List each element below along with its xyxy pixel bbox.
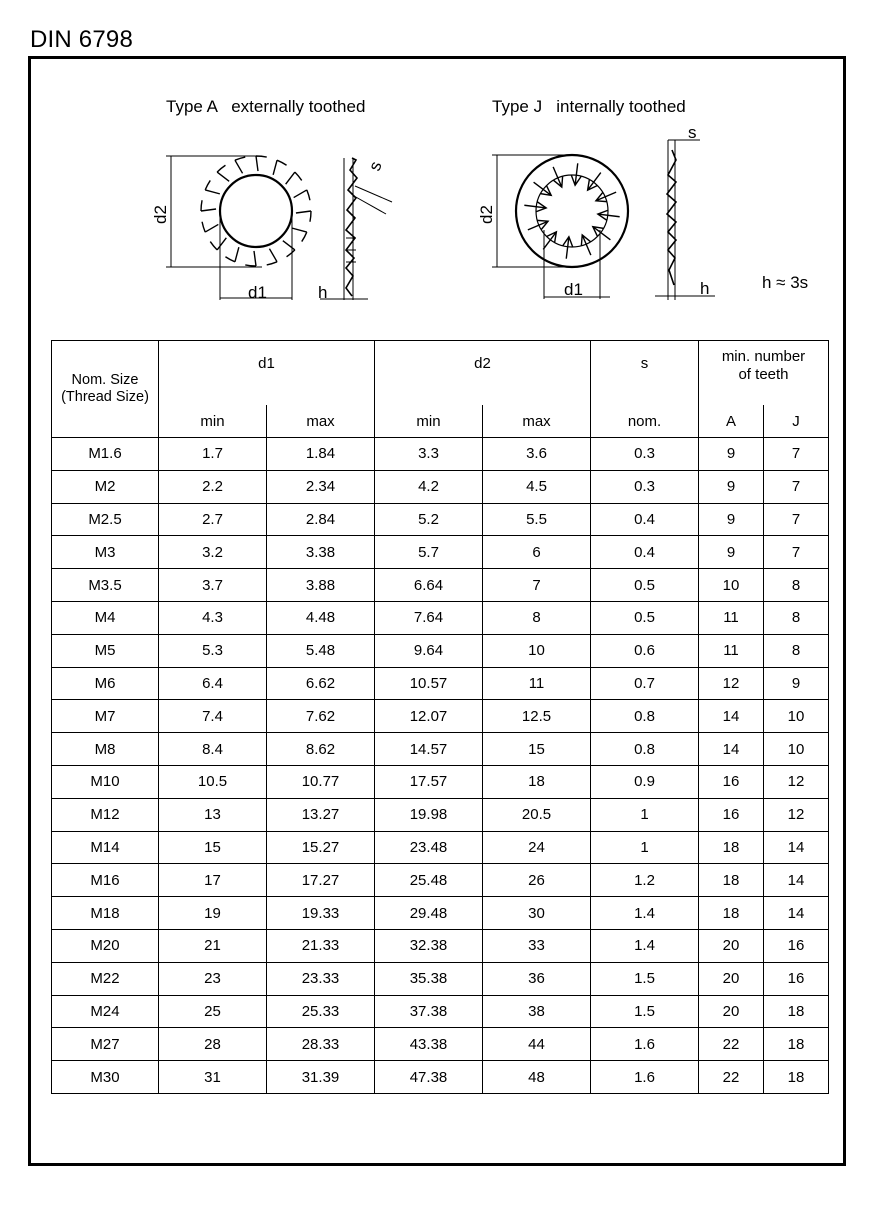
table-cell: 19.98 <box>375 798 483 831</box>
table-cell: 7.4 <box>159 700 267 733</box>
table-cell: 19.33 <box>267 897 375 930</box>
table-cell: 10.77 <box>267 765 375 798</box>
type-a-front-view <box>166 156 311 300</box>
type-j-h-label: h <box>700 279 710 298</box>
tooth-mark <box>563 237 573 259</box>
row-size-cell: M27 <box>52 1028 159 1061</box>
table-cell: 32.38 <box>375 929 483 962</box>
table-row <box>52 1061 829 1094</box>
table-cell: 13.27 <box>267 798 375 831</box>
header-d1-max: max <box>267 405 375 438</box>
row-size-cell: M1.6 <box>52 438 159 471</box>
table-cell: 18 <box>764 995 829 1028</box>
row-size-cell: M22 <box>52 962 159 995</box>
row-size-cell: M3 <box>52 536 159 569</box>
table-cell: 1.2 <box>591 864 699 897</box>
table-cell: 10.57 <box>375 667 483 700</box>
table-cell: 18 <box>699 864 764 897</box>
header-teeth-line2: of teeth <box>738 366 789 383</box>
h-s-relation: h ≈ 3s <box>762 273 809 292</box>
table-row <box>52 503 829 536</box>
row-size-cell: M4 <box>52 601 159 634</box>
table-cell: 25.48 <box>375 864 483 897</box>
table-cell: 11 <box>699 634 764 667</box>
table-cell: 8 <box>483 601 591 634</box>
tooth-mark <box>292 228 307 241</box>
table-cell: 25 <box>159 995 267 1028</box>
table-cell: 9 <box>764 667 829 700</box>
row-size-cell: M16 <box>52 864 159 897</box>
type-a-side-view <box>320 158 392 300</box>
table-cell: 20.5 <box>483 798 591 831</box>
tooth-mark <box>296 211 311 222</box>
table-cell: 0.8 <box>591 700 699 733</box>
table-cell: 5.2 <box>375 503 483 536</box>
table-cell: 6 <box>483 536 591 569</box>
header-teeth-j: J <box>764 405 829 438</box>
table-cell: 20 <box>699 995 764 1028</box>
table-row <box>52 601 829 634</box>
table-cell: 28 <box>159 1028 267 1061</box>
type-j-d2-label: d2 <box>477 205 496 224</box>
table-cell: 6.62 <box>267 667 375 700</box>
table-cell: 15.27 <box>267 831 375 864</box>
type-a-s-label: s <box>364 158 386 174</box>
table-cell: 17.57 <box>375 765 483 798</box>
table-cell: 8.62 <box>267 733 375 766</box>
table-cell: 15 <box>159 831 267 864</box>
table-cell: 4.2 <box>375 470 483 503</box>
table-row <box>52 929 829 962</box>
header-nom-size-line1: Nom. Size <box>71 372 139 388</box>
table-cell: 0.5 <box>591 601 699 634</box>
table-cell: 1.7 <box>159 438 267 471</box>
table-cell: 2.2 <box>159 470 267 503</box>
table-cell: 16 <box>699 798 764 831</box>
table-cell: 0.9 <box>591 765 699 798</box>
table-cell: 0.4 <box>591 536 699 569</box>
table-cell: 8.4 <box>159 733 267 766</box>
table-cell: 48 <box>483 1061 591 1094</box>
header-teeth-a: A <box>699 405 764 438</box>
tooth-mark <box>598 210 620 220</box>
table-cell: 30 <box>483 897 591 930</box>
header-d2-max: max <box>483 405 591 438</box>
type-a-label: Type A externally toothed <box>166 97 366 116</box>
header-d1: d1 <box>159 341 375 406</box>
table-cell: 38 <box>483 995 591 1028</box>
table-cell: 1.4 <box>591 929 699 962</box>
tooth-mark <box>210 238 226 250</box>
table-cell: 12 <box>764 765 829 798</box>
tooth-mark <box>283 241 295 257</box>
row-size-cell: M14 <box>52 831 159 864</box>
table-cell: 47.38 <box>375 1061 483 1094</box>
row-size-cell: M12 <box>52 798 159 831</box>
table-cell: 0.7 <box>591 667 699 700</box>
table-cell: 8 <box>764 634 829 667</box>
type-j-front-view <box>492 155 628 299</box>
table-cell: 5.3 <box>159 634 267 667</box>
table-row <box>52 569 829 602</box>
row-size-cell: M20 <box>52 929 159 962</box>
table-cell: 9.64 <box>375 634 483 667</box>
tooth-mark <box>294 190 310 200</box>
table-cell: 25.33 <box>267 995 375 1028</box>
table-cell: 9 <box>699 503 764 536</box>
table-cell: 1.6 <box>591 1028 699 1061</box>
table-cell: 14 <box>764 831 829 864</box>
document-title: DIN 6798 <box>30 26 133 53</box>
table-cell: 21 <box>159 929 267 962</box>
table-cell: 14 <box>764 864 829 897</box>
type-a-h-label: h <box>318 283 328 302</box>
table-cell: 12.5 <box>483 700 591 733</box>
table-cell: 10 <box>699 569 764 602</box>
table-cell: 23.33 <box>267 962 375 995</box>
header-teeth <box>699 341 829 406</box>
table-cell: 1.84 <box>267 438 375 471</box>
table-cell: 21.33 <box>267 929 375 962</box>
table-cell: 7 <box>764 470 829 503</box>
table-cell: 3.2 <box>159 536 267 569</box>
row-size-cell: M6 <box>52 667 159 700</box>
table-cell: 20 <box>699 962 764 995</box>
tooth-mark <box>202 222 218 232</box>
row-size-cell: M18 <box>52 897 159 930</box>
row-size-cell: M8 <box>52 733 159 766</box>
table-cell: 14 <box>699 700 764 733</box>
table-cell: 31 <box>159 1061 267 1094</box>
header-nom-size-line2: (Thread Size) <box>61 389 149 405</box>
table-cell: 23.48 <box>375 831 483 864</box>
tooth-mark <box>217 165 229 181</box>
table-cell: 2.84 <box>267 503 375 536</box>
table-cell: 11 <box>699 601 764 634</box>
table-row <box>52 798 829 831</box>
type-a-d1-label: d1 <box>248 283 267 302</box>
table-row <box>52 667 829 700</box>
table-row <box>52 733 829 766</box>
table-cell: 37.38 <box>375 995 483 1028</box>
table-cell: 5.5 <box>483 503 591 536</box>
table-cell: 9 <box>699 536 764 569</box>
table-row <box>52 765 829 798</box>
row-size-cell: M5 <box>52 634 159 667</box>
table-cell: 14 <box>764 897 829 930</box>
table-row <box>52 1028 829 1061</box>
dimension-table <box>51 340 829 1094</box>
tooth-mark <box>235 157 245 173</box>
table-cell: 3.88 <box>267 569 375 602</box>
table-cell: 26 <box>483 864 591 897</box>
table-cell: 0.3 <box>591 470 699 503</box>
table-cell: 7 <box>483 569 591 602</box>
tooth-mark <box>286 172 302 184</box>
table-cell: 14 <box>699 733 764 766</box>
table-cell: 5.48 <box>267 634 375 667</box>
table-cell: 6.4 <box>159 667 267 700</box>
header-s: s <box>591 341 699 406</box>
table-row <box>52 536 829 569</box>
header-d2: d2 <box>375 341 591 406</box>
table-cell: 7 <box>764 536 829 569</box>
table-cell: 7.64 <box>375 601 483 634</box>
table-cell: 17 <box>159 864 267 897</box>
table-cell: 44 <box>483 1028 591 1061</box>
table-cell: 18 <box>699 831 764 864</box>
header-s-nom: nom. <box>591 405 699 438</box>
table-cell: 15 <box>483 733 591 766</box>
table-cell: 10 <box>764 700 829 733</box>
table-cell: 3.38 <box>267 536 375 569</box>
tooth-mark <box>245 251 256 266</box>
table-cell: 1 <box>591 798 699 831</box>
tooth-mark <box>267 249 277 265</box>
tooth-mark <box>524 202 546 212</box>
table-cell: 19 <box>159 897 267 930</box>
type-j-d1-label: d1 <box>564 280 583 299</box>
table-row <box>52 897 829 930</box>
table-cell: 0.5 <box>591 569 699 602</box>
header-nom-size <box>52 341 159 438</box>
type-j-s-label: s <box>688 123 697 142</box>
table-cell: 18 <box>699 897 764 930</box>
table-row <box>52 995 829 1028</box>
table-cell: 43.38 <box>375 1028 483 1061</box>
header-d2-min: min <box>375 405 483 438</box>
row-size-cell: M3.5 <box>52 569 159 602</box>
table-cell: 10.5 <box>159 765 267 798</box>
table-cell: 22 <box>699 1028 764 1061</box>
table-cell: 3.7 <box>159 569 267 602</box>
table-cell: 28.33 <box>267 1028 375 1061</box>
table-cell: 7.62 <box>267 700 375 733</box>
table-cell: 7 <box>764 438 829 471</box>
table-row <box>52 438 829 471</box>
table-cell: 1.5 <box>591 995 699 1028</box>
table-cell: 11 <box>483 667 591 700</box>
table-cell: 23 <box>159 962 267 995</box>
row-size-cell: M2 <box>52 470 159 503</box>
table-cell: 16 <box>764 929 829 962</box>
row-size-cell: M24 <box>52 995 159 1028</box>
table-cell: 10 <box>483 634 591 667</box>
type-a-d2-label: d2 <box>151 205 170 224</box>
table-cell: 18 <box>483 765 591 798</box>
tooth-mark <box>256 156 267 171</box>
table-cell: 20 <box>699 929 764 962</box>
tooth-mark <box>571 163 581 185</box>
tooth-mark <box>273 160 286 175</box>
table-cell: 17.27 <box>267 864 375 897</box>
table-body <box>52 438 829 1094</box>
table-cell: 18 <box>764 1061 829 1094</box>
table-row <box>52 700 829 733</box>
tooth-mark <box>201 200 216 211</box>
row-size-cell: M10 <box>52 765 159 798</box>
table-row <box>52 962 829 995</box>
table-cell: 9 <box>699 470 764 503</box>
tooth-mark <box>225 247 238 262</box>
table-cell: 4.3 <box>159 601 267 634</box>
table-cell: 24 <box>483 831 591 864</box>
row-size-cell: M7 <box>52 700 159 733</box>
table-cell: 0.4 <box>591 503 699 536</box>
table-cell: 35.38 <box>375 962 483 995</box>
table-row <box>52 864 829 897</box>
table-cell: 22 <box>699 1061 764 1094</box>
table-cell: 5.7 <box>375 536 483 569</box>
table-row <box>52 634 829 667</box>
table-row <box>52 831 829 864</box>
table-cell: 12 <box>699 667 764 700</box>
table-cell: 14.57 <box>375 733 483 766</box>
table-cell: 1.6 <box>591 1061 699 1094</box>
table-cell: 13 <box>159 798 267 831</box>
table-cell: 31.39 <box>267 1061 375 1094</box>
table-cell: 8 <box>764 569 829 602</box>
header-teeth-line1: min. number <box>721 348 806 365</box>
header-d1-min: min <box>159 405 267 438</box>
table-cell: 4.5 <box>483 470 591 503</box>
table-cell: 0.6 <box>591 634 699 667</box>
table-cell: 0.8 <box>591 733 699 766</box>
table-cell: 18 <box>764 1028 829 1061</box>
table-cell: 2.34 <box>267 470 375 503</box>
table-cell: 1.5 <box>591 962 699 995</box>
table-cell: 0.3 <box>591 438 699 471</box>
table-cell: 8 <box>764 601 829 634</box>
table-cell: 10 <box>764 733 829 766</box>
type-j-label: Type J internally toothed <box>492 97 686 116</box>
table-cell: 33 <box>483 929 591 962</box>
type-j-side-view <box>655 140 715 300</box>
row-size-cell: M2.5 <box>52 503 159 536</box>
table-cell: 36 <box>483 962 591 995</box>
table-cell: 6.64 <box>375 569 483 602</box>
washer-drawing <box>0 0 874 320</box>
table-cell: 3.6 <box>483 438 591 471</box>
tooth-mark <box>205 180 220 193</box>
row-size-cell: M30 <box>52 1061 159 1094</box>
table-row <box>52 470 829 503</box>
table-cell: 1 <box>591 831 699 864</box>
table-cell: 12 <box>764 798 829 831</box>
table-cell: 4.48 <box>267 601 375 634</box>
table-cell: 1.4 <box>591 897 699 930</box>
table-cell: 2.7 <box>159 503 267 536</box>
table-cell: 3.3 <box>375 438 483 471</box>
table-cell: 9 <box>699 438 764 471</box>
table-cell: 7 <box>764 503 829 536</box>
table-cell: 12.07 <box>375 700 483 733</box>
table-cell: 29.48 <box>375 897 483 930</box>
table-cell: 16 <box>764 962 829 995</box>
table-cell: 16 <box>699 765 764 798</box>
